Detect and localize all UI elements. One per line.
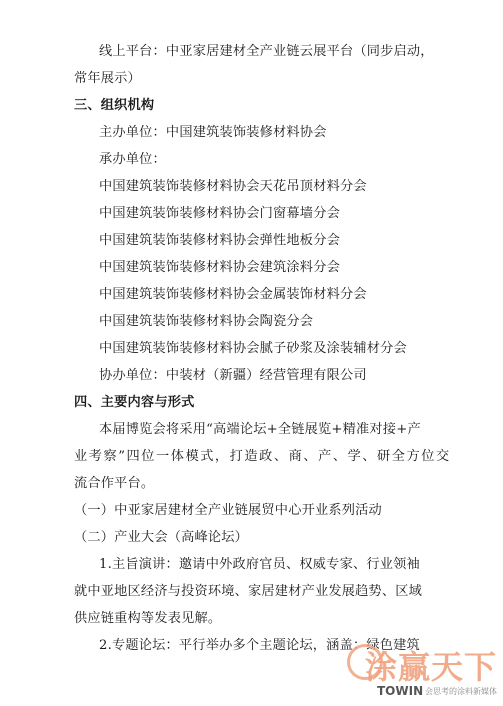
text-line: 承办单位： <box>99 152 166 167</box>
text-line: 常年展示） <box>74 71 141 86</box>
text-line: 协办单位：中装材（新疆）经营管理有限公司 <box>99 368 367 383</box>
text-line: 2.专题论坛：平行举办多个主题论坛，涵盖：绿色建筑 <box>99 638 420 653</box>
subsection-heading: （一）中亚家居建材全产业链展贸中心开业系列活动 <box>74 503 382 518</box>
list-item: 中国建筑装饰装修材料协会天花吊顶材料分会 <box>99 179 367 194</box>
text-line: 本届博览会将采用“高端论坛+全链展览+精准对接+产 <box>99 422 421 437</box>
watermark-brand: TOWIN <box>377 684 424 698</box>
watermark-text: 涂赢天下 <box>364 648 497 686</box>
text-line: 1.主旨演讲：邀请中外政府官员、权威专家、行业领袖 <box>99 557 420 572</box>
list-item: 中国建筑装饰装修材料协会弹性地板分会 <box>99 233 340 248</box>
section-heading: 三、组织机构 <box>74 98 155 113</box>
list-item: 中国建筑装饰装修材料协会陶瓷分会 <box>99 314 314 329</box>
text-line: 流合作平台。 <box>74 476 155 491</box>
watermark-tagline: 会思考的涂料新媒体 <box>425 687 497 696</box>
list-item: 中国建筑装饰装修材料协会建筑涂料分会 <box>99 260 340 275</box>
section-heading: 四、主要内容与形式 <box>74 395 195 410</box>
list-item: 中国建筑装饰装修材料协会金属装饰材料分会 <box>99 287 367 302</box>
list-item: 中国建筑装饰装修材料协会门窗幕墙分会 <box>99 206 340 221</box>
text-line: 线上平台：中亚家居建材全产业链云展平台（同步启动， <box>99 44 434 59</box>
subsection-heading: （二）产业大会（高峰论坛） <box>74 530 249 545</box>
text-line: 供应链重构等发表见解。 <box>74 611 222 626</box>
list-item: 中国建筑装饰装修材料协会腻子砂浆及涂装辅材分会 <box>99 341 407 356</box>
text-line: 业考察”四位一体模式，打造政、商、产、学、研全方位交 <box>74 449 451 464</box>
text-line: 就中亚地区经济与投资环境、家居建材产业发展趋势、区域 <box>74 584 423 599</box>
text-line: 主办单位：中国建筑装饰装修材料协会 <box>99 125 327 140</box>
